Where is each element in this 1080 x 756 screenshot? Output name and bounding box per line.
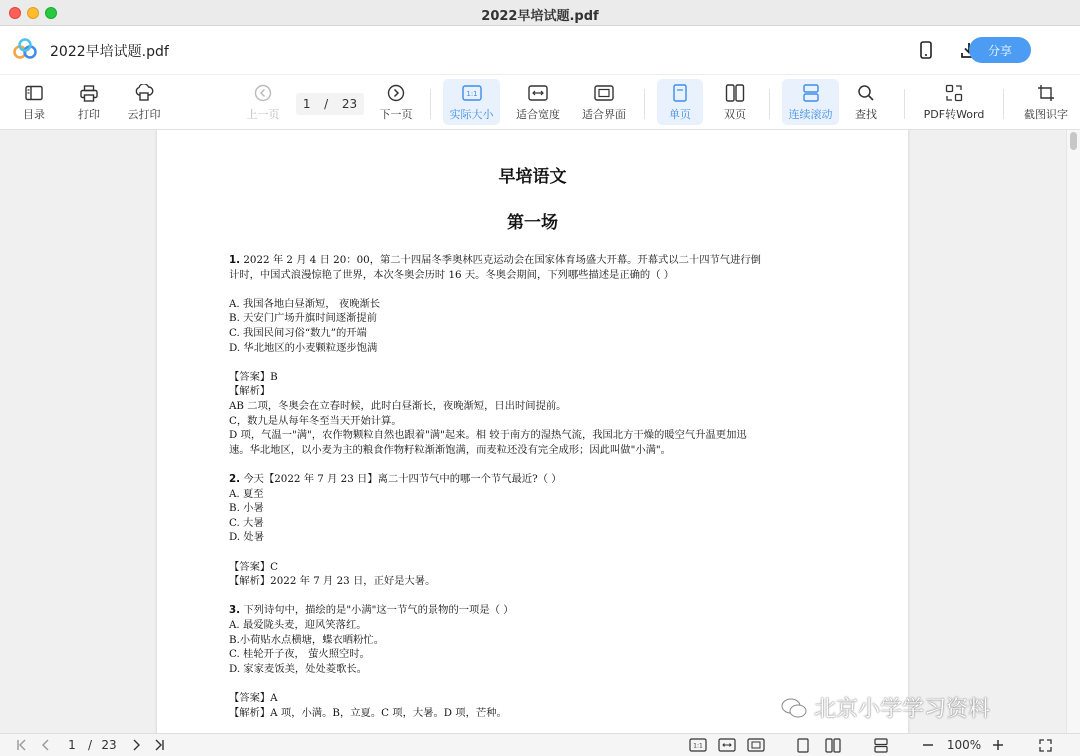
- find-label: 查找: [855, 108, 877, 121]
- fit-width-button[interactable]: [512, 79, 564, 125]
- status-continuous-scroll-icon[interactable]: [871, 737, 891, 753]
- document-line: 【解析】: [229, 385, 271, 398]
- prev-page-icon[interactable]: [38, 737, 54, 753]
- double-page-button[interactable]: [714, 79, 756, 125]
- double-page-icon: [725, 82, 745, 104]
- document-line: 【解析】A 项，小满。B，立夏。C 项，大暑。D 项，芒种。: [229, 706, 507, 719]
- fit-width-icon: [528, 82, 548, 104]
- page-number-input[interactable]: [296, 93, 364, 115]
- page-subheading: 第一场: [507, 213, 558, 233]
- total-pages-value: 23: [341, 97, 358, 111]
- double-page-label: 双页: [724, 108, 746, 121]
- zoom-in-icon[interactable]: [990, 737, 1006, 753]
- status-fit-page-icon[interactable]: [746, 737, 766, 753]
- status-fit-width-icon[interactable]: [717, 737, 737, 753]
- cloud-print-button[interactable]: [122, 79, 166, 125]
- document-line: 3. 下列诗句中，描绘的是"小满"这一节气的景物的一项是（ ）: [229, 604, 514, 617]
- document-line: 【答案】A: [229, 692, 278, 704]
- document-line: C. 桂轮开子夜， 萤火照空时。: [229, 648, 370, 661]
- zoom-level[interactable]: 100%: [946, 738, 982, 752]
- printer-icon: [80, 82, 98, 104]
- title-bar: [0, 0, 1080, 26]
- cloud-print-label: 云打印: [127, 108, 161, 121]
- document-line: C. 大暑: [229, 516, 264, 529]
- document-line: D 项，气温一"满"，农作物颗粒自然也跟着"满"起来。相 较于南方的湿热气流，我国北方干燥的暖空气升温更加迅: [229, 429, 747, 442]
- svg-text:1:1: 1:1: [465, 90, 478, 98]
- page-heading: 早培语文: [498, 167, 567, 187]
- print-label: 打印: [78, 108, 100, 121]
- continuous-scroll-label: 连续滚动: [788, 108, 833, 121]
- wechat-icon: [780, 697, 808, 719]
- app-logo-icon: [12, 38, 38, 60]
- single-page-icon: [672, 82, 688, 104]
- document-line: B. 小暑: [229, 502, 264, 515]
- last-page-icon[interactable]: [151, 737, 167, 753]
- document-title: 2022早培试题.pdf: [50, 44, 169, 60]
- document-line: B.小荷贴水点横塘，蝶衣晒粉忙。: [229, 633, 384, 646]
- prev-page-label: 上一页: [246, 108, 280, 121]
- zoom-out-icon[interactable]: [920, 737, 936, 753]
- document-line: 2. 今天【2022 年 7 月 23 日】离二十四节气中的哪一个节气最近?（ ）: [229, 473, 562, 485]
- status-single-page-icon[interactable]: [794, 737, 812, 753]
- document-line: A. 夏至: [229, 487, 264, 500]
- watermark-text: 北京小学学习资料: [814, 697, 991, 722]
- fit-width-label: 适合宽度: [516, 108, 560, 121]
- page-separator: /: [324, 97, 329, 111]
- document-line: A. 最爱陇头麦，迎风笑落红。: [229, 619, 367, 631]
- find-button[interactable]: [846, 79, 886, 125]
- fit-page-icon: [594, 82, 614, 104]
- toolbar-divider: [644, 89, 645, 119]
- convert-icon: [945, 82, 963, 104]
- status-actual-size-icon[interactable]: [688, 737, 708, 753]
- document-line: 1. 2022 年 2 月 4 日 20：00，第二十四届冬季奥林匹克运动会在国家体育场盛大开幕。开幕式以二十四节气进行倒: [229, 254, 761, 266]
- continuous-scroll-button[interactable]: [782, 79, 839, 125]
- cloud-print-icon: [134, 82, 154, 104]
- ocr-label: 截图识字: [1024, 108, 1068, 121]
- toc-label: 目录: [23, 108, 45, 121]
- status-bar: [0, 733, 1080, 756]
- status-total-pages: 23: [101, 738, 117, 752]
- app-header: [0, 26, 1080, 74]
- watermark: [780, 692, 990, 723]
- document-line: C，数九是从每年冬至当天开始计算。: [229, 414, 402, 427]
- document-line: B. 天安门广场升旗时间逐渐提前: [229, 312, 377, 325]
- toolbar-divider: [1003, 89, 1004, 119]
- status-current-page[interactable]: 1: [68, 738, 76, 752]
- first-page-icon[interactable]: [14, 737, 30, 753]
- document-line: D. 家家麦饭美，处处菱歌长。: [229, 662, 367, 675]
- toolbar-divider: [769, 89, 770, 119]
- search-icon: [857, 82, 875, 104]
- document-line: C. 我国民间习俗“数九”的开端: [229, 327, 367, 339]
- svg-text:1:1: 1:1: [693, 742, 703, 750]
- toc-icon: [25, 82, 43, 104]
- document-line: 计时，中国式浪漫惊艳了世界，本次冬奥会历时 16 天。冬奥会期间，下列哪些描述是正确的（ ）: [229, 268, 675, 281]
- single-page-label: 单页: [669, 108, 691, 121]
- pdf-to-word-label: PDF转Word: [923, 108, 985, 121]
- document-line: 【答案】C: [229, 560, 279, 573]
- share-button[interactable]: 分享: [969, 37, 1031, 63]
- window-title: 2022早培试题.pdf: [481, 9, 599, 24]
- fit-page-button[interactable]: [578, 79, 630, 125]
- status-double-page-icon[interactable]: [823, 737, 843, 753]
- prev-page-button[interactable]: [243, 79, 283, 125]
- current-page-value[interactable]: 1: [302, 97, 311, 111]
- toolbar-divider: [904, 89, 905, 119]
- actual-size-icon: [462, 82, 482, 104]
- actual-size-button[interactable]: [443, 79, 500, 125]
- fit-page-label: 适合界面: [582, 108, 626, 121]
- pdf-page: [157, 130, 908, 733]
- scrollbar-thumb[interactable]: [1070, 132, 1077, 150]
- document-line: A. 我国各地白昼渐短， 夜晚渐长: [229, 297, 381, 310]
- toolbar-divider: [430, 89, 431, 119]
- next-page-icon[interactable]: [128, 737, 144, 753]
- ocr-button[interactable]: [1018, 79, 1074, 125]
- vertical-scrollbar[interactable]: [1066, 130, 1080, 733]
- actual-size-label: 实际大小: [449, 108, 494, 121]
- document-line: 【答案】B: [229, 370, 278, 383]
- toolbar: [0, 74, 1080, 130]
- pdf-to-word-button[interactable]: [920, 79, 988, 125]
- next-page-label: 下一页: [379, 108, 413, 121]
- document-line: AB 二项，冬奥会在立春时候，此时白昼渐长，夜晚渐短，日出时间提前。: [229, 400, 567, 412]
- crop-icon: [1037, 82, 1055, 104]
- toc-button[interactable]: [16, 79, 52, 125]
- chevron-left-circle-icon: [254, 82, 272, 104]
- phone-icon[interactable]: [914, 38, 938, 62]
- fullscreen-icon[interactable]: [1036, 737, 1054, 753]
- chevron-right-circle-icon: [387, 82, 405, 104]
- document-line: D. 处暑: [229, 531, 265, 544]
- document-line: 【解析】2022 年 7 月 23 日，正好是大暑。: [229, 575, 436, 588]
- print-button[interactable]: [71, 79, 107, 125]
- document-viewer[interactable]: [0, 130, 1080, 733]
- single-page-button[interactable]: [657, 79, 703, 125]
- continuous-scroll-icon: [802, 82, 820, 104]
- document-line: D. 华北地区的小麦颗粒逐步饱满: [229, 341, 378, 354]
- next-page-button[interactable]: [376, 79, 416, 125]
- document-line: 速。华北地区，以小麦为主的粮食作物籽粒渐渐饱满，而麦粒还没有完全成形；因此叫做"小满"。: [229, 443, 671, 456]
- status-page-separator: /: [87, 738, 93, 752]
